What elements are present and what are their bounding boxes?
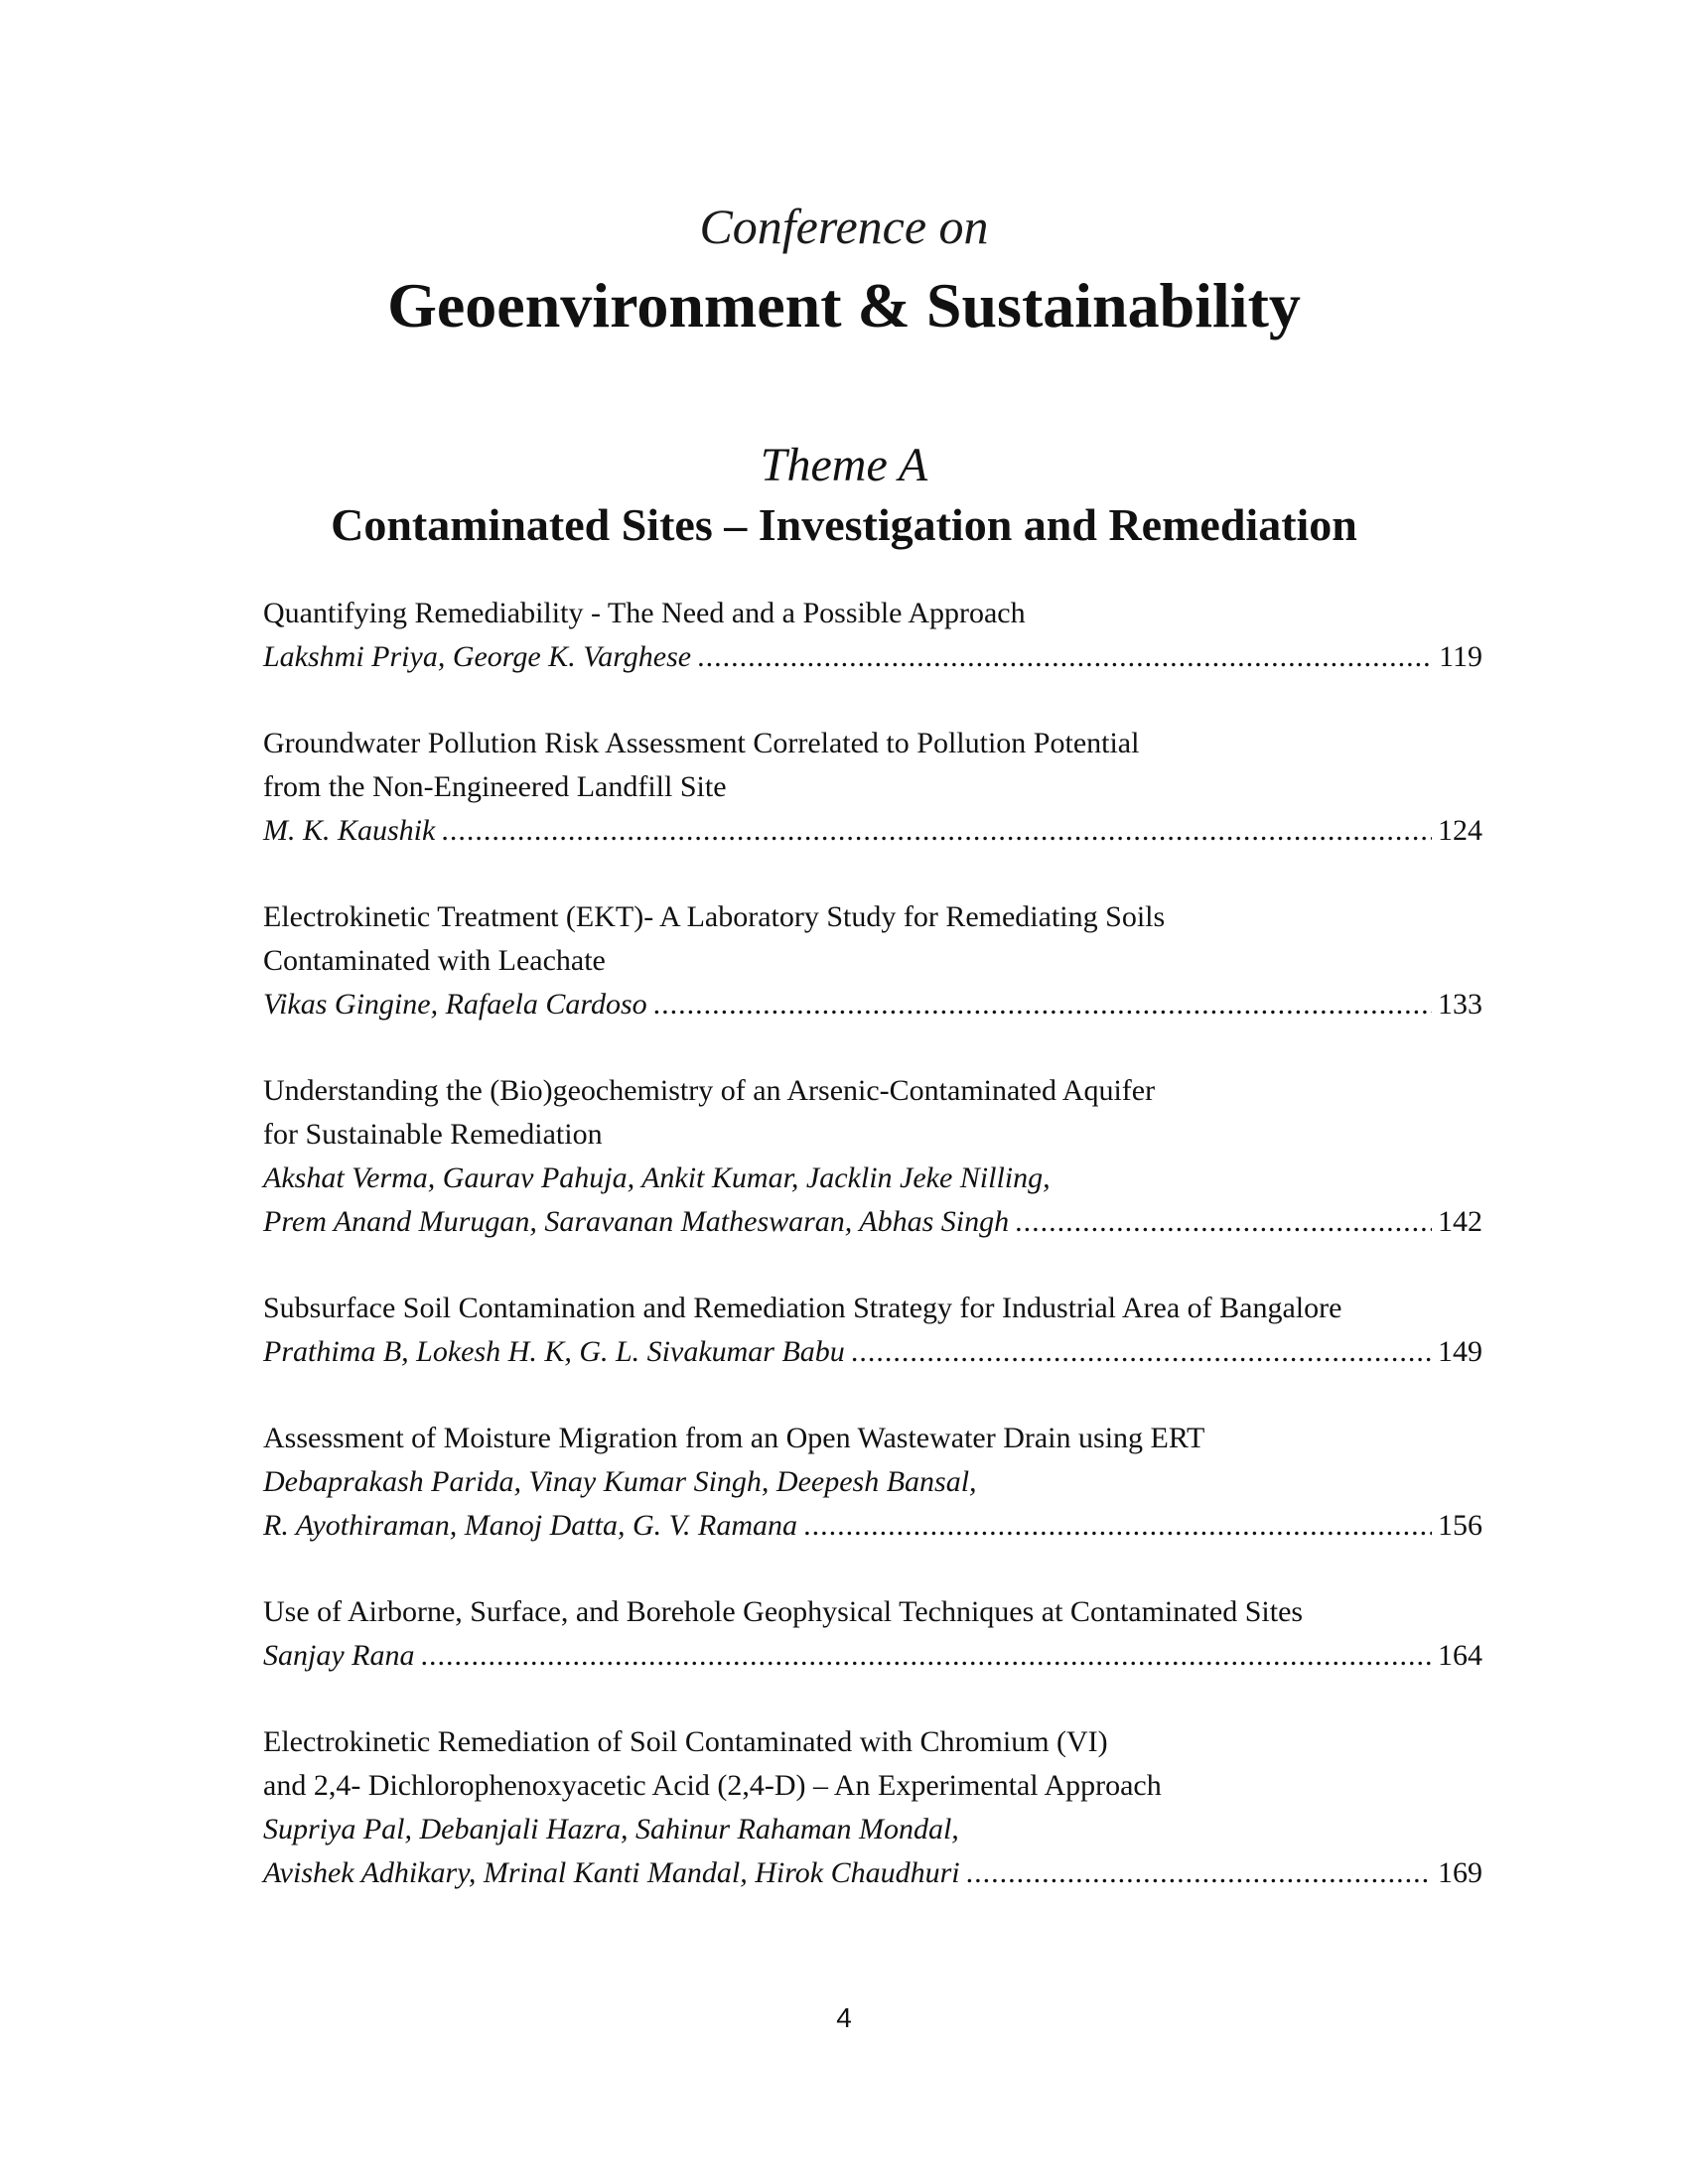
dot-leader [697, 635, 1433, 679]
toc-entry [263, 1590, 1482, 1678]
dot-leader [851, 1330, 1432, 1374]
toc-entry [263, 1720, 1482, 1895]
entry-title-line: Electrokinetic Treatment (EKT)- A Laboratory Study for Remediating Soils [263, 900, 1166, 933]
entry-title-line: Groundwater Pollution Risk Assessment Correlated to Pollution Potential [263, 727, 1140, 759]
entry-title-line: Contaminated with Leachate [263, 944, 606, 977]
toc-entry [263, 1417, 1482, 1548]
theme-label: Theme A [760, 439, 928, 491]
entry-title-line: for Sustainable Remediation [263, 1118, 603, 1151]
entry-page-number: 142 [1438, 1205, 1482, 1238]
dot-leader [803, 1504, 1432, 1548]
dot-leader [420, 1634, 1432, 1678]
entry-authors-page-row [263, 1851, 1482, 1895]
entry-page-number: 149 [1438, 1335, 1482, 1368]
table-of-contents [263, 592, 1482, 1938]
entry-authors: Prem Anand Murugan, Saravanan Matheswaran, Abhas Singh [263, 1205, 1010, 1238]
entry-authors-line: Supriya Pal, Debanjali Hazra, Sahinur Rahaman Mondal, [263, 1813, 959, 1845]
entry-authors-page-row [263, 1504, 1482, 1548]
entry-authors: Sanjay Rana [263, 1639, 415, 1672]
entry-title-line: Understanding the (Bio)geochemistry of an Arsenic-Contaminated Aquifer [263, 1074, 1156, 1107]
entry-authors-page-row [263, 1330, 1482, 1374]
entry-authors-page-row [263, 1200, 1482, 1244]
entry-authors: M. K. Kaushik [263, 814, 436, 847]
entry-authors-line: Debaprakash Parida, Vinay Kumar Singh, Deepesh Bansal, [263, 1465, 977, 1498]
dot-leader [653, 983, 1432, 1026]
conference-title: Geoenvironment & Sustainability [387, 270, 1301, 341]
entry-authors: Prathima B, Lokesh H. K, G. L. Sivakumar Babu [263, 1335, 845, 1368]
toc-entry [263, 895, 1482, 1026]
entry-page-number: 124 [1438, 814, 1482, 847]
entry-page-number: 133 [1438, 988, 1482, 1021]
dot-leader [966, 1851, 1432, 1895]
entry-title-line: Use of Airborne, Surface, and Borehole Geophysical Techniques at Contaminated Sites [263, 1595, 1304, 1628]
entry-title-line: Subsurface Soil Contamination and Remediation Strategy for Industrial Area of Bangalore [263, 1292, 1342, 1324]
dot-leader [1015, 1200, 1432, 1244]
entry-authors: Vikas Gingine, Rafaela Cardoso [263, 988, 647, 1021]
theme-title: Contaminated Sites – Investigation and Remediation [331, 499, 1357, 550]
toc-entry [263, 1069, 1482, 1244]
entry-title-line: Electrokinetic Remediation of Soil Contaminated with Chromium (VI) [263, 1725, 1108, 1758]
entry-authors: Avishek Adhikary, Mrinal Kanti Mandal, Hirok Chaudhuri [263, 1856, 960, 1889]
entry-title-line: and 2,4- Dichlorophenoxyacetic Acid (2,4-D) – An Experimental Approach [263, 1769, 1162, 1802]
toc-entry [263, 722, 1482, 853]
dot-leader [441, 809, 1432, 853]
entry-authors-page-row [263, 635, 1482, 679]
entry-title-line: from the Non-Engineered Landfill Site [263, 770, 727, 803]
entry-authors: R. Ayothiraman, Manoj Datta, G. V. Ramana [263, 1509, 798, 1542]
entry-title-line: Quantifying Remediability - The Need and a Possible Approach [263, 597, 1026, 629]
entry-page-number: 169 [1438, 1856, 1482, 1889]
conference-pre-title: Conference on [699, 199, 989, 254]
toc-entry [263, 1287, 1482, 1374]
entry-page-number: 156 [1438, 1509, 1482, 1542]
entry-authors-page-row [263, 1634, 1482, 1678]
entry-authors-page-row [263, 983, 1482, 1026]
entry-page-number: 119 [1439, 640, 1482, 673]
toc-entry [263, 592, 1482, 679]
entry-authors: Lakshmi Priya, George K. Varghese [263, 640, 692, 673]
entry-page-number: 164 [1438, 1639, 1482, 1672]
page-number: 4 [836, 2002, 852, 2033]
entry-authors-page-row [263, 809, 1482, 853]
entry-title-line: Assessment of Moisture Migration from an Open Wastewater Drain using ERT [263, 1422, 1205, 1454]
entry-authors-line: Akshat Verma, Gaurav Pahuja, Ankit Kumar, Jacklin Jeke Nilling, [263, 1161, 1051, 1194]
